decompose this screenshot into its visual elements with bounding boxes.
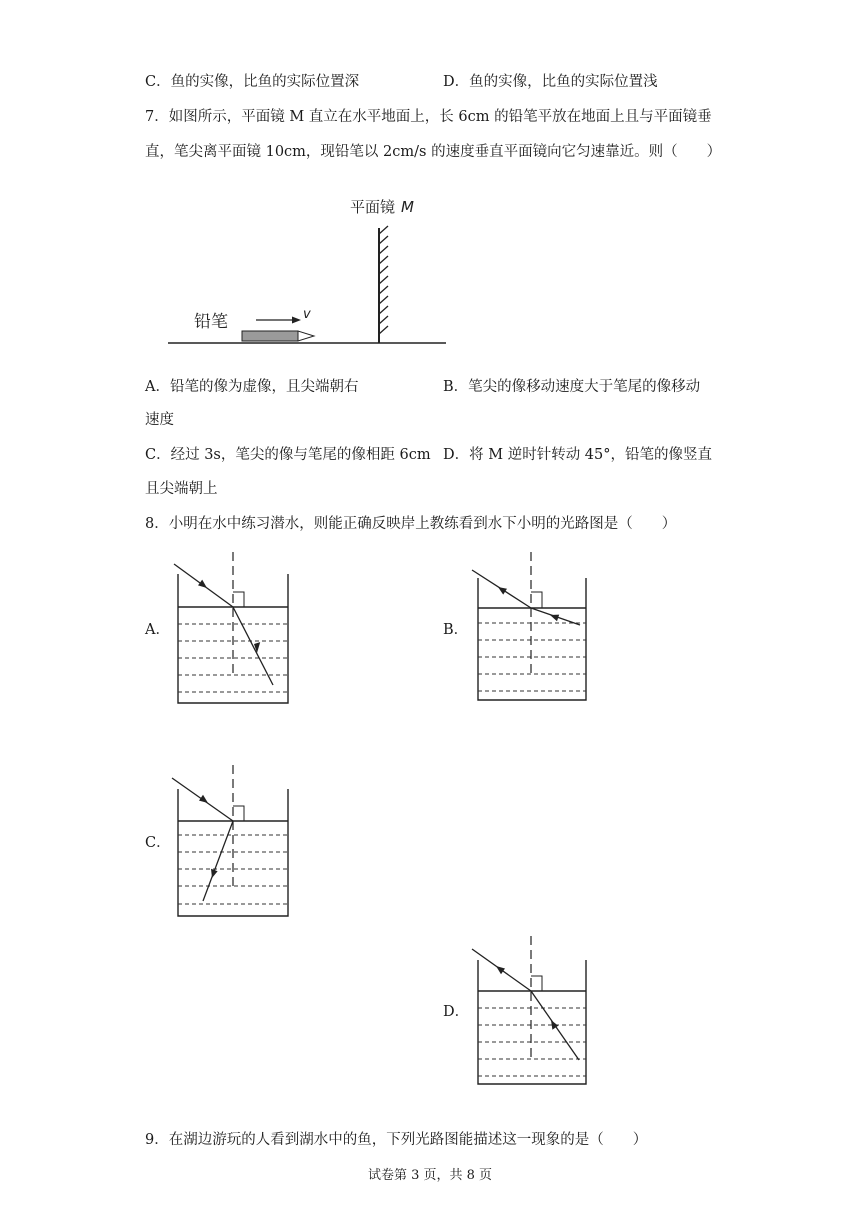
mirror-symbol: M	[401, 198, 414, 216]
q8-option-d-label: D．	[443, 1004, 470, 1020]
velocity-symbol: v	[303, 307, 311, 322]
q7-option-b-line2: 速度	[145, 412, 174, 428]
q8-option-b-diagram	[468, 550, 594, 710]
q7-stem-line1: 7．如图所示，平面镜 M 直立在水平地面上，长 6cm 的铅笔平放在地面上且与平面镜垂	[145, 109, 712, 125]
q8-option-a-label: A．	[145, 622, 170, 638]
q9-stem: 9．在湖边游玩的人看到湖水中的鱼，下列光路图能描述这一现象的是（ ）	[145, 1132, 648, 1148]
q8-option-b-label: B．	[443, 622, 469, 638]
pencil-body	[242, 331, 298, 341]
q8-stem: 8．小明在水中练习潜水，则能正确反映岸上教练看到水下小明的光路图是（ ）	[145, 516, 677, 532]
q8-option-c-diagram	[170, 763, 296, 923]
pencil-tip	[298, 331, 314, 341]
q7-stem-line2: 直，笔尖离平面镜 10cm，现铅笔以 2cm/s 的速度垂直平面镜向它匀速靠近。则（ ）	[145, 144, 722, 160]
mirror-pencil-figure	[160, 190, 460, 360]
q8-option-c-label: C．	[145, 835, 171, 851]
q8-option-d-diagram	[468, 932, 594, 1092]
q7-option-a: A．铅笔的像为虚像，且尖端朝右	[145, 379, 359, 395]
mirror-hatching	[379, 226, 388, 334]
pencil-label: 铅笔	[194, 312, 228, 332]
q6-option-c: C．鱼的实像，比鱼的实际位置深	[145, 74, 360, 90]
q7-option-d-line2: 且尖端朝上	[145, 481, 218, 497]
mirror-label: 平面镜	[350, 198, 396, 216]
q7-option-b-line1: B．笔尖的像移动速度大于笔尾的像移动	[443, 379, 701, 395]
q6-option-d: D．鱼的实像，比鱼的实际位置浅	[443, 74, 658, 90]
page-footer: 试卷第 3 页，共 8 页	[367, 1168, 493, 1183]
q7-option-d-line1: D．将 M 逆时针转动 45°，铅笔的像竖直	[443, 447, 712, 463]
q8-option-a-diagram	[170, 550, 296, 710]
q7-option-c: C．经过 3s，笔尖的像与笔尾的像相距 6cm	[145, 447, 431, 463]
